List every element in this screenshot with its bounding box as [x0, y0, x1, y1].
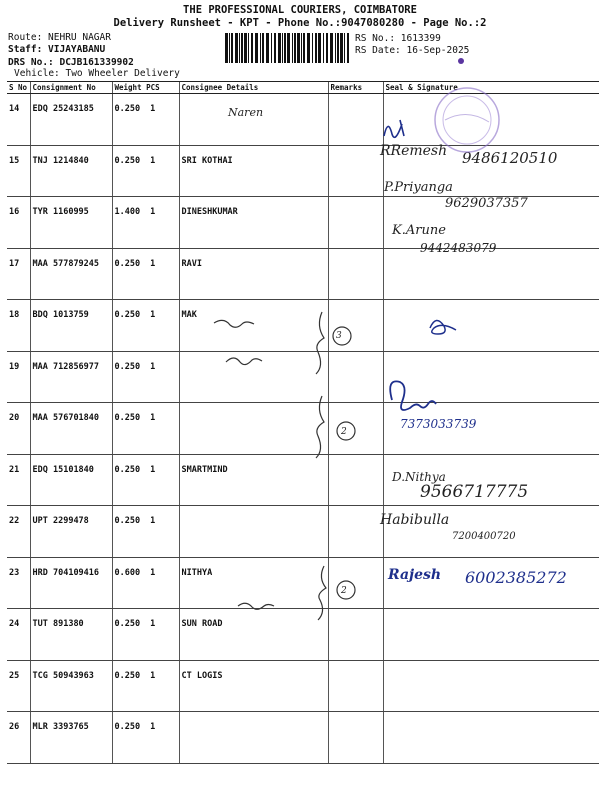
- remarks-cell: [328, 300, 383, 352]
- col-remarks: Remarks: [328, 82, 383, 94]
- staff-label: Staff: VIJAYABANU: [8, 44, 106, 55]
- col-seal: Seal & Signature: [383, 82, 599, 94]
- route-label: Route: NEHRU NAGAR: [8, 32, 111, 43]
- weight-value: 0.250 1: [112, 712, 179, 764]
- seal-cell: [383, 351, 599, 403]
- consignee-name: [179, 506, 328, 558]
- company-title: THE PROFESSIONAL COURIERS, COIMBATORE: [183, 4, 417, 16]
- drs-number: DRS No.: DCJB161339902: [8, 57, 134, 68]
- weight-value: 0.600 1: [112, 557, 179, 609]
- weight-value: 0.250 1: [112, 248, 179, 300]
- consignment-number: HRD 704109416: [30, 557, 112, 609]
- remarks-cell: [328, 660, 383, 712]
- consignee-name: [179, 403, 328, 455]
- table-row: [7, 351, 599, 403]
- pcs-value: 1: [150, 567, 156, 578]
- consignment-number: EDQ 15101840: [30, 454, 112, 506]
- table-row: [7, 403, 599, 455]
- row-sno: 18: [7, 300, 30, 352]
- consignment-number: MAA 576701840: [30, 403, 112, 455]
- ink-dot: [458, 58, 464, 64]
- table-row: [7, 712, 599, 764]
- col-weight-pcs: Weight PCS: [112, 82, 179, 94]
- row-sno: 14: [7, 94, 30, 146]
- table-row: [7, 94, 599, 146]
- weight-value: 0.250 1: [112, 454, 179, 506]
- pcs-value: 1: [150, 670, 156, 681]
- weight-value: 0.250 1: [112, 145, 179, 197]
- remarks-cell: [328, 145, 383, 197]
- consignment-number: BDQ 1013759: [30, 300, 112, 352]
- weight-value: 0.250 1: [112, 506, 179, 558]
- circled-count: 2: [341, 427, 347, 437]
- table-row: [7, 248, 599, 300]
- row-sno: 26: [7, 712, 30, 764]
- seal-cell: [383, 300, 599, 352]
- row-sno: 25: [7, 660, 30, 712]
- rs-number: RS No.: 1613399: [355, 33, 441, 44]
- consignee-name: SRI KOTHAI: [179, 145, 328, 197]
- handwritten-signature: K.Arune: [392, 223, 446, 238]
- consignee-name: MAK: [179, 300, 328, 352]
- consignment-number: MLR 3393765: [30, 712, 112, 764]
- remarks-cell: [328, 94, 383, 146]
- remarks-cell: [328, 403, 383, 455]
- pcs-value: 1: [150, 619, 156, 629]
- consignment-number: MAA 577879245: [30, 248, 112, 300]
- handwritten-phone: 6002385272: [465, 568, 567, 587]
- row-sno: 22: [7, 506, 30, 558]
- handwritten-signature: P.Priyanga: [384, 180, 453, 195]
- vehicle-label: Vehicle: Two Wheeler Delivery: [14, 68, 180, 79]
- handwritten-phone: 7373033739: [400, 417, 477, 431]
- table-header-row: [7, 82, 599, 94]
- weight-value: 0.250 1: [112, 351, 179, 403]
- handwritten-phone: 9442483079: [420, 241, 497, 255]
- remarks-cell: [328, 557, 383, 609]
- row-sno: 15: [7, 145, 30, 197]
- row-sno: 19: [7, 351, 30, 403]
- pcs-value: 1: [150, 155, 156, 166]
- remarks-cell: [328, 454, 383, 506]
- remarks-cell: [328, 351, 383, 403]
- col-sno: S No: [7, 82, 30, 94]
- row-sno: 17: [7, 248, 30, 300]
- weight-value: 0.250 1: [112, 660, 179, 712]
- consignee-name: RAVI: [179, 248, 328, 300]
- consignee-name: DINESHKUMAR: [179, 197, 328, 249]
- handwritten-signature: D.Nithya: [392, 470, 446, 484]
- circled-count: 2: [341, 586, 347, 596]
- seal-cell: [383, 94, 599, 146]
- pcs-value: 1: [150, 413, 156, 423]
- handwritten-phone: 9629037357: [445, 196, 528, 211]
- pcs-value: 1: [150, 258, 156, 269]
- weight-value: 0.250 1: [112, 403, 179, 455]
- consignment-number: TCG 50943963: [30, 660, 112, 712]
- weight-value: 0.250 1: [112, 609, 179, 661]
- table-row: [7, 609, 599, 661]
- consignment-number: TYR 1160995: [30, 197, 112, 249]
- pcs-value: 1: [150, 516, 156, 526]
- delivery-table: [7, 81, 599, 764]
- consignment-number: TUT 891380: [30, 609, 112, 661]
- handwritten-consignee: Naren: [228, 106, 264, 119]
- barcode-image: [225, 33, 349, 63]
- weight-value: 0.250 1: [112, 300, 179, 352]
- consignment-number: EDQ 25243185: [30, 94, 112, 146]
- remarks-cell: [328, 609, 383, 661]
- consignee-name: [179, 94, 328, 146]
- seal-cell: [383, 712, 599, 764]
- consignee-name: SUN ROAD: [179, 609, 328, 661]
- handwritten-phone: 9486120510: [462, 149, 558, 167]
- seal-cell: [383, 609, 599, 661]
- weight-value: 0.250 1: [112, 94, 179, 146]
- consignee-name: [179, 712, 328, 764]
- consignment-number: UPT 2299478: [30, 506, 112, 558]
- consignment-number: TNJ 1214840: [30, 145, 112, 197]
- pcs-value: 1: [150, 464, 156, 475]
- seal-cell: [383, 248, 599, 300]
- remarks-cell: [328, 506, 383, 558]
- table-row: [7, 660, 599, 712]
- consignee-name: SMARTMIND: [179, 454, 328, 506]
- pcs-value: 1: [150, 310, 156, 320]
- row-sno: 16: [7, 197, 30, 249]
- consignee-name: [179, 351, 328, 403]
- handwritten-phone: 7200400720: [452, 531, 516, 542]
- consignee-name: CT LOGIS: [179, 660, 328, 712]
- row-sno: 23: [7, 557, 30, 609]
- handwritten-signature: Habibulla: [380, 512, 450, 528]
- runsheet-subtitle: Delivery Runsheet - KPT - Phone No.:9047080280 - Page No.:2: [113, 17, 487, 29]
- row-sno: 21: [7, 454, 30, 506]
- pcs-value: 1: [150, 722, 156, 732]
- table-row: [7, 300, 599, 352]
- pcs-value: 1: [150, 104, 156, 114]
- col-consignment: Consignment No: [30, 82, 112, 94]
- handwritten-signature: Rajesh: [388, 567, 442, 583]
- row-sno: 20: [7, 403, 30, 455]
- row-sno: 24: [7, 609, 30, 661]
- consignee-name: NITHYA: [179, 557, 328, 609]
- handwritten-phone: 9566717775: [420, 482, 529, 502]
- remarks-cell: [328, 712, 383, 764]
- col-consignee: Consignee Details: [179, 82, 328, 94]
- pcs-value: 1: [150, 361, 156, 372]
- handwritten-signature: RRemesh: [380, 143, 448, 159]
- seal-cell: [383, 660, 599, 712]
- pcs-value: 1: [150, 207, 156, 217]
- weight-value: 1.400 1: [112, 197, 179, 249]
- rs-date: RS Date: 16-Sep-2025: [355, 45, 470, 56]
- consignment-number: MAA 712856977: [30, 351, 112, 403]
- remarks-cell: [328, 197, 383, 249]
- circled-count: 3: [336, 331, 342, 341]
- remarks-cell: [328, 248, 383, 300]
